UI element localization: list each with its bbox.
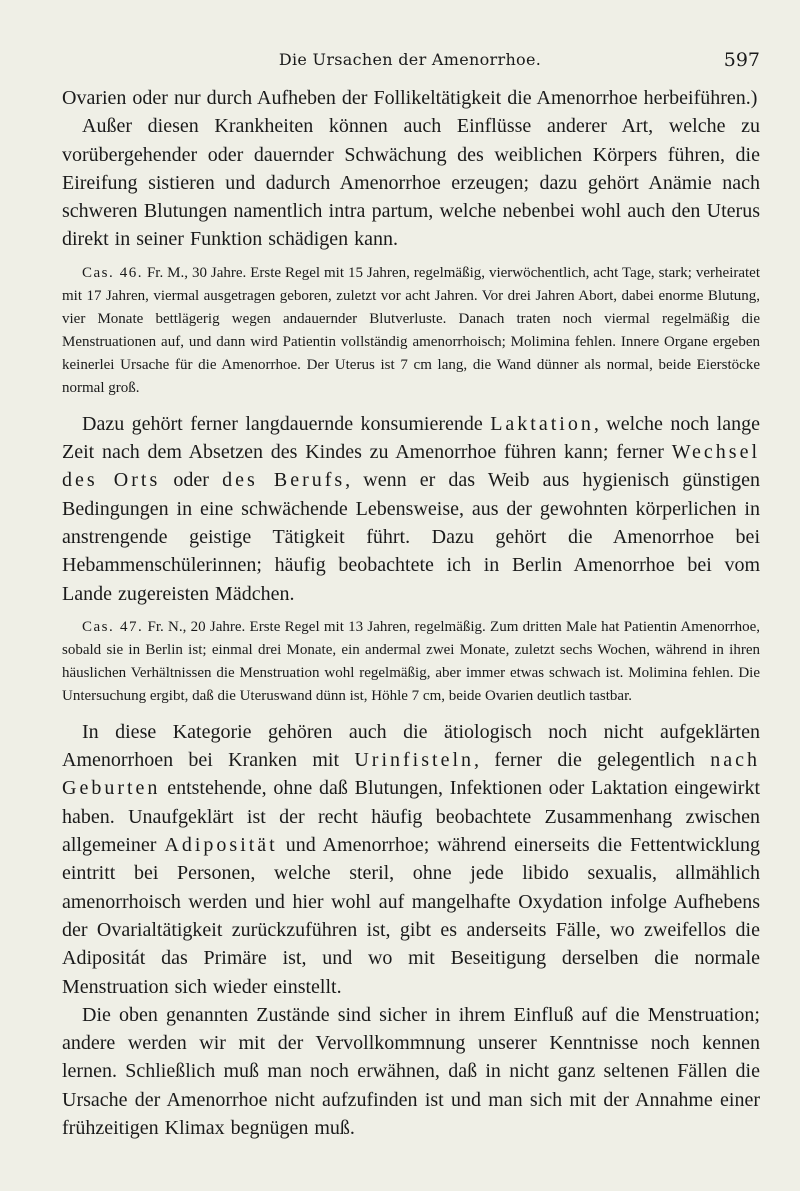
paragraph-anemia: Außer diesen Krankheiten können auch Einflüsse anderer Art, welche zu vorübergehender oder dauernder Schwächung des weiblichen Körpers führen, die Eireifung sistieren und dadurch Amenorrhoe erzeugen; dazu gehört Anämie nach schweren Blutungen namentlich intra partum, welche nebenbei wohl auch den Uterus direkt in seiner Funktion schädigen kann. [62, 115, 760, 251]
emphasis-beruf: des Berufs [222, 469, 346, 492]
running-head [60, 50, 760, 72]
text-run: oder [173, 469, 209, 492]
paragraph-lactation [62, 410, 760, 608]
case-46 [62, 262, 760, 400]
emphasis-laktation: Laktation [490, 412, 594, 435]
emphasis-urinfisteln: Urinfisteln [354, 749, 475, 772]
text-run: , wenn er das Weib aus hygienisch günstigen Bedingungen in eine schwächende Lebensweise, aus der gewohnten körperlichen in anstrengende geistige Tätigkeit führt. Dazu gehört die Amenorrhoe bei Hebammenschülerinnen; häufig beobachtete ich in Berlin Amenorrhoe bei vom Lande zugereisten Mädchen. [62, 469, 761, 605]
text-run: und Amenorrhoe; während einerseits die Fettentwicklung eintritt bei Personen, welche steril, ohne jede libido sexualis, allmählich amenorrhoisch werden und hier wohl auf mangelhafte Oxydation infolge Aufhebens der Ovarialtätigkeit zurückzuführen ist, gibt es anderseits Fälle, wo zweifellos die Adipositát das Primäre ist, und wo mit Beseitigung derselben die normale Menstruation sich wieder einstellt. [62, 834, 761, 998]
running-title: Die Ursachen der Amenorrhoe. [278, 50, 542, 69]
text-run: Dazu gehört ferner langdauernde konsumierende [82, 412, 483, 435]
page-number: 597 [723, 49, 760, 71]
emphasis-adipositaet: Adiposität [164, 834, 278, 857]
text-run: In diese Kategorie gehören auch die ätiologisch noch nicht aufgeklärten Amenorrhoen bei Kranken mit [62, 720, 760, 772]
emphasis-nach-geburten: nach Geburten [62, 749, 760, 800]
case-47-label: Cas. 47. [82, 618, 144, 635]
paragraph-category [62, 718, 760, 1001]
case-46-text: Fr. M., 30 Jahre. Erste Regel mit 15 Jahren, regelmäßig, vierwöchentlich, acht Tage, stark; verheiratet mit 17 Jahren, viermal ausgetragen geboren, zuletzt vor acht Jahren. Vor drei Jahren Abort, dabei enorme Blutung, vier Monate bettlägerig wegen andauernder Blutverluste. Danach traten noch viermal regelmäßig die Menstruationen auf, und dann wird Patientin vollständig amenorrhoisch; Molimina fehlen. Innere Organe ergeben keinerlei Ursache für die Amenorrhoe. Der Uterus ist 7 cm lang, die Wand dünner als normal, beide Eierstöcke normal groß. [62, 264, 761, 396]
paragraph-continuation: Ovarien oder nur durch Aufheben der Follikeltätigkeit die Amenorrhoe herbeiführen.) [62, 87, 758, 109]
text-run: entstehende, ohne daß Blutungen, Infektionen oder Laktation eingewirkt haben. Unaufgeklärt ist der recht häufig beobachtete Zusammenhang zwischen allgemeiner [62, 777, 760, 857]
case-47 [62, 616, 760, 708]
text-run: , welche noch lange Zeit nach dem Absetzen des Kindes zu Amenorrhoe führen kann; ferner [62, 412, 760, 464]
case-47-text: Fr. N., 20 Jahre. Erste Regel mit 13 Jahren, regelmäßig. Zum dritten Male hat Patientin Amenorrhoe, sobald sie in Berlin ist; einmal drei Monate, ein andermal zwei Monate, zuletzt sechs Wochen, während in ihren häuslichen Verhältnissen die Menstruation wohl regelmäßig, aber immer etwas schwach ist. Molimina fehlen. Die Untersuchung ergibt, daß die Uteruswand dünn ist, Höhle 7 cm, beide Ovarien deutlich tastbar. [62, 618, 761, 704]
case-46-label: Cas. 46. [82, 264, 143, 281]
text-run: , ferner die gelegentlich [474, 749, 695, 772]
page-body [62, 84, 760, 1142]
paragraph-conclusion: Die oben genannten Zustände sind sicher in ihrem Einfluß auf die Menstruation; andere werden wir mit der Vervollkommnung unserer Kenntnisse noch kennen lernen. Schließlich muß man noch erwähnen, daß in nicht ganz seltenen Fällen die Ursache der Amenorrhoe nicht aufzufinden ist und man sich mit der Annahme einer frühzeitigen Klimax begnügen muß. [62, 1003, 760, 1140]
emphasis-wechsel: Wechsel des Orts [62, 441, 760, 492]
